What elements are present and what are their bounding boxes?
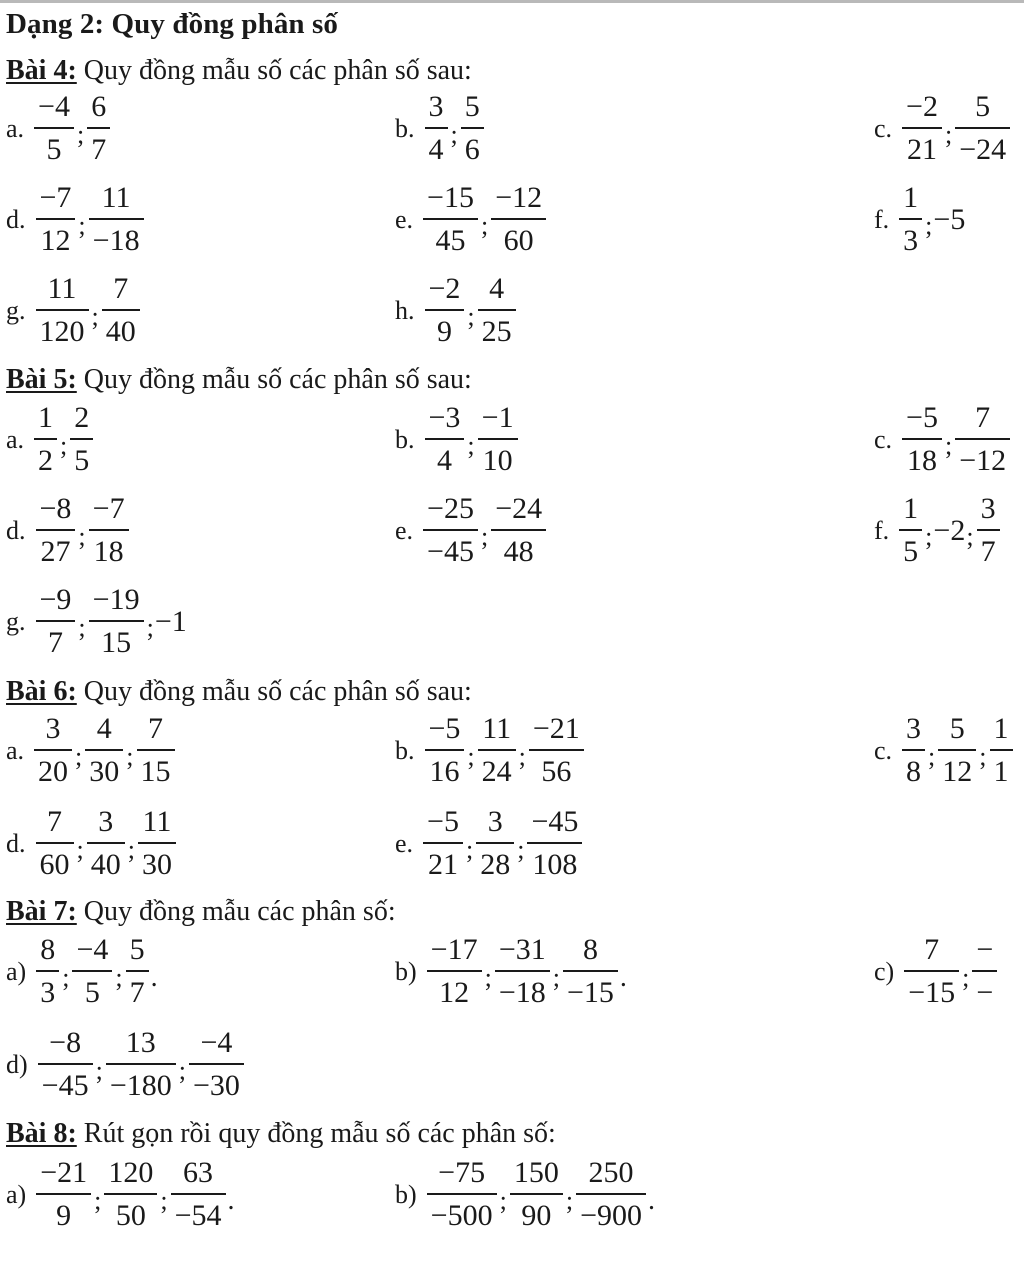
fraction [126,935,149,1008]
terminal-period: . [619,961,627,993]
exercise-4-item-c [874,92,1012,165]
exercise-4-item-d [6,183,146,256]
fraction [34,92,74,165]
fraction [990,714,1013,787]
denominator: 21 [907,133,937,166]
fraction [34,714,72,787]
denominator: 18 [93,535,124,568]
denominator: −15 [908,976,956,1009]
separator: ; [966,521,974,551]
fraction [36,807,74,880]
exercise-7-item-d [6,1028,246,1101]
numerator: −24 [495,492,543,525]
fraction [36,494,76,567]
fraction [495,935,550,1008]
denominator: 90 [521,1199,552,1232]
numerator: −8 [39,492,72,525]
item-marker: e. [395,204,414,234]
numerator: 1 [903,181,919,214]
separator: ; [91,301,99,331]
fraction [425,274,465,347]
item-marker: d. [6,204,26,234]
numerator: −4 [38,90,70,123]
numerator: 11 [482,712,512,745]
numerator: 7 [148,712,164,745]
fraction [491,494,546,567]
section-heading: Dạng 2: Quy đồng phân số [6,8,338,40]
numerator: 3 [906,712,922,745]
denominator: 9 [436,315,452,348]
item-marker: b) [395,956,417,986]
item-marker: c. [874,735,893,765]
denominator: 60 [39,848,70,881]
numerator: −7 [92,492,125,525]
numerator: −15 [427,181,474,214]
denominator: 5 [903,535,919,568]
denominator: 6 [464,133,480,166]
denominator: 12 [40,224,71,257]
fraction [576,1158,646,1231]
fraction [427,1158,497,1231]
fraction [972,935,997,1008]
fraction [899,494,922,567]
item-marker: d. [6,515,26,545]
denominator: −12 [959,444,1007,477]
fraction [902,92,942,165]
denominator: −180 [109,1069,172,1102]
numerator: −31 [498,933,546,966]
separator: ; [76,834,84,864]
numerator: 11 [142,805,172,838]
terminal-period: . [150,961,158,993]
separator: ; [565,1185,574,1215]
numerator: 11 [47,272,77,305]
fraction [137,714,175,787]
item-marker: c. [874,113,893,143]
numerator: 3 [98,805,114,838]
item-marker: c) [874,956,895,986]
exercise-5-item-e [395,494,548,567]
denominator: −18 [498,976,546,1009]
fraction [425,714,465,787]
denominator: 2 [38,444,54,477]
denominator: 25 [481,315,512,348]
item-marker: a) [6,1179,27,1209]
exercise-5-item-f [874,494,1002,567]
denominator: 4 [436,444,452,477]
fraction [171,1158,226,1231]
fraction [89,585,144,658]
denominator: 12 [942,755,973,788]
item-marker: e. [395,828,414,858]
fraction [104,1158,157,1231]
fraction [102,274,140,347]
denominator: 30 [141,848,172,881]
denominator: 15 [101,626,132,659]
denominator: 7 [91,133,107,166]
numerator: 3 [428,90,444,123]
fraction [72,935,112,1008]
separator: ; [944,430,953,460]
fraction [36,935,59,1008]
numerator: 4 [489,272,505,305]
separator: ; [94,1185,102,1215]
numerator: −5 [427,805,459,838]
item-marker: f. [874,515,890,545]
denominator: 3 [40,976,56,1009]
integer-term: −5 [933,202,966,236]
fraction [491,183,546,256]
fraction [36,274,89,347]
numerator: 11 [101,181,131,214]
numerator: 8 [582,933,598,966]
fraction [36,183,76,256]
separator: ; [126,741,134,771]
denominator: −45 [41,1069,89,1102]
fraction [423,494,478,567]
exercise-5-title [6,364,472,396]
fraction [423,807,463,880]
numerator: −2 [906,90,938,123]
fraction [85,714,123,787]
numerator: 7 [924,933,940,966]
denominator: 18 [907,444,937,477]
item-marker: b. [395,113,415,143]
numerator: 6 [91,90,107,123]
numerator: 7 [47,805,62,838]
numerator: −17 [430,933,478,966]
numerator: −19 [92,583,140,616]
fraction [510,1158,563,1231]
separator: ; [944,119,953,149]
exercise-7-title [6,896,396,928]
exercise-label: Bài 5: [6,364,77,395]
denominator: 28 [480,848,511,881]
numerator: −4 [76,933,109,966]
exercise-6-item-c [874,714,1015,787]
numerator: −12 [495,181,543,214]
fraction [529,714,584,787]
exercise-prompt: Quy đồng mẫu các phân số: [76,896,396,927]
denominator: 4 [428,133,444,166]
separator: ; [467,430,475,460]
separator: ; [925,210,933,240]
item-marker: f. [874,204,890,234]
exercise-5-item-a [6,403,95,476]
separator: ; [499,1185,507,1215]
exercise-4-title [6,55,472,87]
numerator: −1 [481,401,514,434]
separator: ; [480,521,489,551]
separator: ; [78,612,86,642]
exercise-6-item-a [6,714,177,787]
numerator: −5 [428,712,461,745]
exercise-4-item-b [395,92,486,165]
denominator: −18 [92,224,140,257]
numerator: − [976,933,994,966]
denominator: −30 [192,1069,240,1102]
denominator: 3 [903,224,919,257]
numerator: 3 [487,805,503,838]
separator: ; [78,521,86,551]
denominator: 5 [74,444,90,477]
exercise-7-item-a [6,935,158,1008]
denominator: −500 [430,1199,493,1232]
fraction [904,935,959,1008]
item-marker: b. [395,424,415,454]
denominator: 7 [47,626,63,659]
terminal-period: . [227,1184,235,1216]
denominator: 24 [481,755,512,788]
denominator: 120 [39,315,85,348]
separator: ; [160,1185,168,1215]
fraction [87,92,110,165]
denominator: 56 [541,755,572,788]
exercise-5-item-c [874,403,1012,476]
item-marker: d) [6,1049,28,1079]
denominator: 5 [84,976,100,1009]
numerator: 8 [40,933,56,966]
exercise-8-title [6,1118,556,1150]
numerator: 1 [993,712,1009,745]
separator: ; [76,119,85,149]
exercise-5-item-d [6,494,131,567]
integer-term: −2 [933,513,966,547]
denominator: 10 [482,444,513,477]
item-marker: e. [395,515,414,545]
fraction [902,403,942,476]
numerator: 5 [464,90,480,123]
fraction [38,1028,93,1101]
numerator: −45 [531,805,579,838]
fraction [425,403,465,476]
fraction [34,403,57,476]
fraction [527,807,582,880]
separator: ; [450,119,458,149]
item-marker: a) [6,956,27,986]
denominator: 7 [129,976,145,1009]
fraction [427,935,482,1008]
denominator: −15 [566,976,614,1009]
separator: ; [95,1055,103,1085]
denominator: 15 [140,755,171,788]
denominator: 60 [503,224,534,257]
numerator: 3 [980,492,996,525]
fraction [70,403,93,476]
denominator: 20 [38,755,69,788]
exercise-prompt: Quy đồng mẫu số các phân số sau: [76,676,472,707]
denominator: −54 [174,1199,222,1232]
numerator: 5 [949,712,965,745]
fraction [902,714,925,787]
numerator: 1 [38,401,54,434]
fraction [423,183,478,256]
fraction [189,1028,244,1101]
separator: ; [178,1055,186,1085]
separator: ; [517,834,525,864]
exercise-label: Bài 8: [6,1118,77,1149]
numerator: 250 [588,1156,634,1189]
exercise-8-item-a [6,1158,235,1231]
separator: ; [928,741,936,771]
numerator: −8 [49,1026,82,1059]
numerator: −4 [200,1026,233,1059]
denominator: −900 [580,1199,642,1232]
fraction [955,92,1010,165]
separator: ; [146,612,154,642]
denominator: 45 [435,224,466,257]
denominator: 30 [89,755,120,788]
denominator: 5 [46,133,62,166]
separator: ; [467,301,475,331]
exercise-label: Bài 4: [6,55,77,86]
denominator: 21 [428,848,458,881]
separator: ; [62,962,70,992]
exercise-4-item-f [874,183,965,256]
exercise-7-item-c [874,935,999,1008]
separator: ; [518,741,526,771]
numerator: 2 [74,401,90,434]
numerator: −21 [40,1156,88,1189]
item-marker: g. [6,295,26,325]
denominator: 7 [980,535,996,568]
numerator: −75 [438,1156,486,1189]
item-marker: b) [395,1179,417,1209]
numerator: −9 [39,583,72,616]
item-marker: a. [6,735,25,765]
separator: ; [962,962,970,992]
denominator: 108 [532,848,578,881]
numerator: −7 [39,181,72,214]
numerator: 63 [183,1156,214,1189]
separator: ; [75,741,83,771]
denominator: 16 [429,755,460,788]
numerator: −2 [428,272,461,305]
fraction [425,92,448,165]
denominator: 9 [56,1199,72,1232]
exercise-6-title [6,676,472,708]
denominator: 27 [40,535,71,568]
numerator: 3 [45,712,61,745]
denominator: 48 [503,535,534,568]
item-marker: b. [395,735,415,765]
denominator: 12 [439,976,470,1009]
exercise-5-item-b [395,403,520,476]
integer-term: −1 [154,604,187,638]
fraction [478,403,518,476]
exercise-7-item-b [395,935,627,1008]
numerator: −21 [532,712,580,745]
denominator: 40 [90,848,121,881]
separator: ; [115,962,123,992]
fraction [461,92,484,165]
exercise-label: Bài 6: [6,676,77,707]
numerator: −3 [428,401,461,434]
exercise-5-item-g [6,585,187,658]
exercise-label: Bài 7: [6,896,77,927]
exercise-6-item-b [395,714,586,787]
separator: ; [467,741,475,771]
separator: ; [127,834,135,864]
separator: ; [465,834,474,864]
numerator: 5 [129,933,145,966]
denominator: −45 [427,535,474,568]
numerator: 7 [975,401,991,434]
denominator: 8 [906,755,922,788]
fraction [36,585,76,658]
item-marker: d. [6,828,26,858]
fraction [89,183,144,256]
fraction [955,403,1010,476]
fraction [563,935,618,1008]
item-marker: c. [874,424,893,454]
terminal-period: . [647,1184,655,1216]
fraction [899,183,922,256]
fraction [478,714,516,787]
separator: ; [925,521,933,551]
fraction [89,494,129,567]
denominator: 40 [105,315,136,348]
exercise-4-item-g [6,274,142,347]
numerator: −5 [906,401,938,434]
numerator: 4 [96,712,112,745]
fraction [476,807,514,880]
denominator: −24 [959,133,1007,166]
fraction [478,274,516,347]
exercise-4-item-e [395,183,548,256]
numerator: 13 [125,1026,156,1059]
exercise-prompt: Rút gọn rồi quy đồng mẫu số các phân số: [76,1118,556,1149]
fraction [87,807,125,880]
separator: ; [979,741,987,771]
item-marker: a. [6,424,25,454]
denominator: 50 [115,1199,146,1232]
exercise-4-item-a [6,92,112,165]
exercise-prompt: Quy đồng mẫu số các phân số sau: [76,364,472,395]
exercise-6-item-e [395,807,584,880]
exercise-8-item-b [395,1158,655,1231]
separator: ; [60,430,68,460]
exercise-prompt: Quy đồng mẫu số các phân số sau: [76,55,472,86]
separator: ; [78,210,86,240]
numerator: 7 [113,272,129,305]
item-marker: g. [6,606,26,636]
fraction [36,1158,91,1231]
exercise-6-item-d [6,807,178,880]
denominator: 1 [993,755,1009,788]
item-marker: a. [6,113,25,143]
numerator: 150 [513,1156,559,1189]
fraction [938,714,976,787]
numerator: 1 [903,492,919,525]
numerator: 120 [108,1156,154,1189]
denominator: − [976,976,994,1009]
numerator: 5 [975,90,991,123]
separator: ; [484,962,492,992]
fraction [977,494,1000,567]
separator: ; [480,210,489,240]
numerator: −25 [427,492,474,525]
item-marker: h. [395,295,415,325]
fraction [138,807,176,880]
separator: ; [552,962,560,992]
fraction [106,1028,176,1101]
exercise-4-item-h [395,274,518,347]
